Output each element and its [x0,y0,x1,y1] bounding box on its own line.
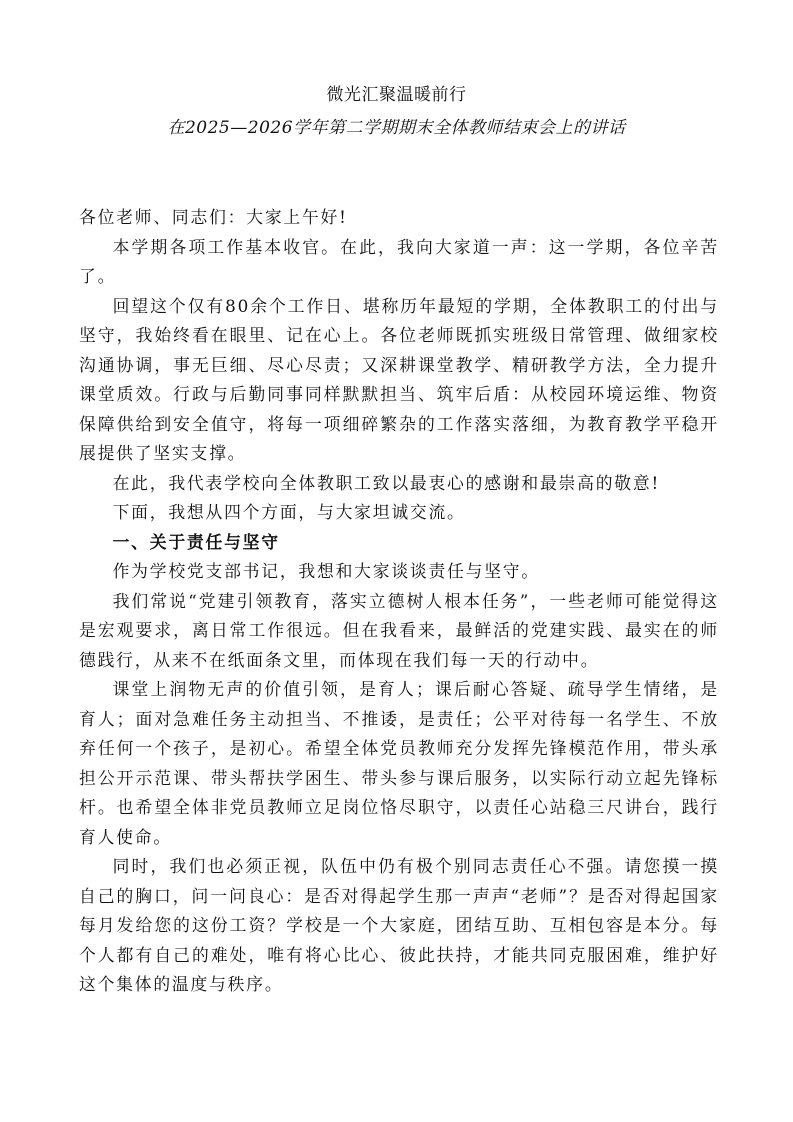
paragraph: 本学期各项工作基本收官。在此，我向大家道一声：这一学期，各位辛苦了。 [79,236,719,286]
paragraph: 课堂上润物无声的价值引领，是育人；课后耐心答疑、疏导学生情绪，是育人；面对急难任务主动担当、不推诿，是责任；公平对待每一名学生、不放弃任何一个孩子，是初心。希望全体党员教师充分发挥先锋模范作用，带头承担公开示范课、带头帮扶学困生、带头参与课后服务，以实际行动立起先锋标杆。也希望全体非党员教师立足岗位恪尽职守，以责任心站稳三尺讲台，践行育人使命。 [79,679,719,847]
paragraph: 作为学校党支部书记，我想和大家谈谈责任与坚守。 [112,561,540,581]
document-title: 微光汇聚温暖前行 [326,85,467,105]
greeting: 各位老师、同志们：大家上午好! [79,207,348,227]
section-heading: 一、关于责任与坚守 [112,531,280,552]
paragraph: 回望这个仅有80余个工作日、堪称历年最短的学期，全体教职工的付出与坚守，我始终看在眼里、记在心上。各位老师既抓实班级日常管理、做细家校沟通协调，事无巨细、尽心尽责；又深耕课堂教学、精研教学方法，全力提升课堂质效。行政与后勤同事同样默默担当、筑牢后盾：从校园环境运维、物资保障供给到安全值守，将每一项细碎繁杂的工作落实落细，为教育教学平稳开展提供了坚实支撑。 [79,295,719,463]
paragraph: 在此，我代表学校向全体教职工致以最衷心的感谢和最崇高的敬意! [112,472,660,493]
paragraph: 下面，我想从四个方面，与大家坦诚交流。 [112,502,466,522]
document-body [79,203,719,1000]
paragraph: 我们常说“党建引领教育，落实立德树人根本任务”，一些老师可能觉得这是宏观要求，离日常工作很远。但在我看来，最鲜活的党建实践、最实在的师德践行，从来不在纸面条文里，而体现在我们每一天的行动中。 [79,590,719,670]
document-subtitle: 在2025—2026学年第二学期期末全体教师结束会上的讲话 [167,118,626,138]
paragraph: 同时，我们也必须正视，队伍中仍有极个别同志责任心不强。请您摸一摸自己的胸口，问一问良心：是否对得起学生那一声声“老师”？是否对得起国家每月发给您的这份工资？学校是一个大家庭，团结互助、互相包容是本分。每个人都有自己的难处，唯有将心比心、彼此扶持，才能共同克服困难，维护好这个集体的温度与秩序。 [79,856,719,994]
